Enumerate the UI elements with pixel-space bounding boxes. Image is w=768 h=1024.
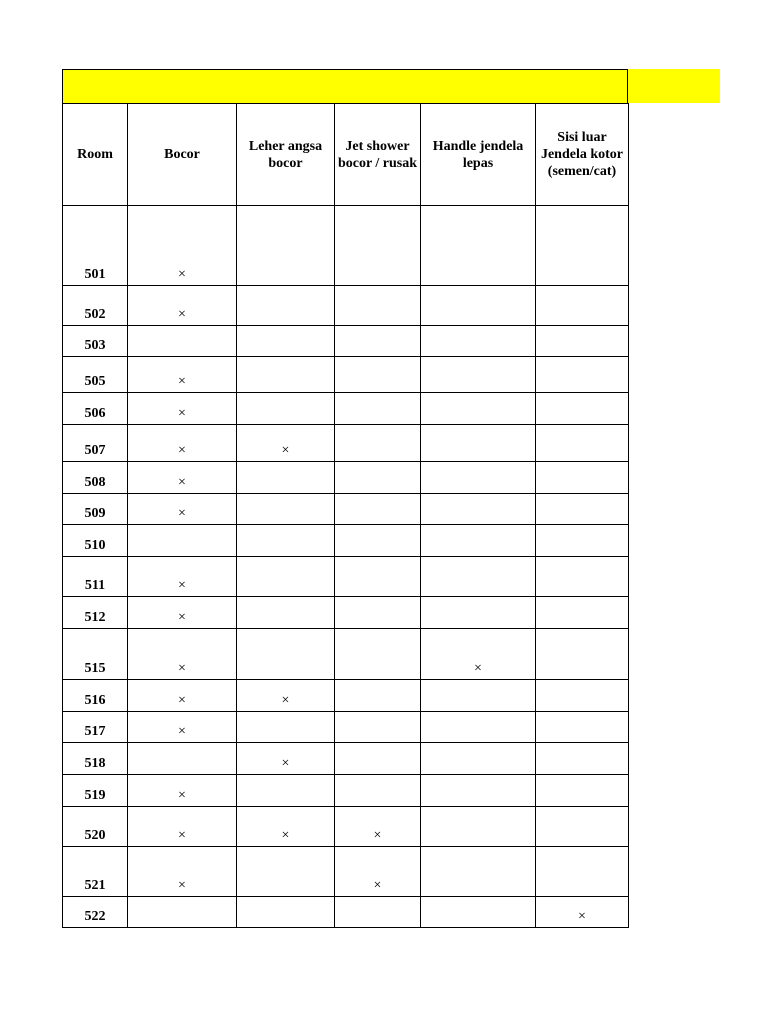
table-row [63,206,629,286]
defect-mark-cell[interactable]: × [237,680,335,712]
table-row [63,807,629,847]
room-number-cell[interactable]: 503 [63,326,128,357]
room-number-cell[interactable]: 505 [63,357,128,393]
room-number-cell[interactable]: 515 [63,629,128,680]
defect-mark-cell[interactable]: × [128,425,237,462]
empty-cell[interactable] [536,680,629,712]
defect-mark-cell[interactable]: × [128,393,237,425]
table-row [63,393,629,425]
empty-cell[interactable] [421,357,536,393]
defect-mark-cell[interactable]: × [335,847,421,897]
empty-cell[interactable] [536,629,629,680]
empty-cell[interactable] [237,847,335,897]
room-number-cell[interactable]: 518 [63,743,128,775]
table-row [63,775,629,807]
table-row [63,743,629,775]
empty-cell[interactable] [421,680,536,712]
empty-cell[interactable] [237,494,335,525]
empty-cell[interactable] [335,425,421,462]
room-number-cell[interactable]: 519 [63,775,128,807]
empty-cell[interactable] [536,326,629,357]
empty-cell[interactable] [536,206,629,286]
room-number-cell[interactable]: 520 [63,807,128,847]
empty-cell[interactable] [421,206,536,286]
empty-cell[interactable] [421,462,536,494]
defect-mark-cell[interactable]: × [128,775,237,807]
empty-cell[interactable] [421,597,536,629]
room-number-cell[interactable]: 511 [63,557,128,597]
table-row [63,629,629,680]
table-body [63,206,629,928]
empty-cell[interactable] [335,462,421,494]
table-row [63,326,629,357]
room-number-cell[interactable]: 506 [63,393,128,425]
empty-cell[interactable] [237,393,335,425]
room-number-cell[interactable]: 522 [63,897,128,928]
table-row [63,357,629,393]
empty-cell[interactable] [421,525,536,557]
table-row [63,494,629,525]
empty-cell[interactable] [335,712,421,743]
table-row [63,897,629,928]
defect-mark-cell[interactable]: × [128,847,237,897]
empty-cell[interactable] [128,897,237,928]
empty-cell[interactable] [237,597,335,629]
table-row [63,425,629,462]
empty-cell[interactable] [335,897,421,928]
defect-mark-cell[interactable]: × [237,425,335,462]
empty-cell[interactable] [421,712,536,743]
empty-cell[interactable] [335,494,421,525]
room-number-cell[interactable]: 507 [63,425,128,462]
defect-mark-cell[interactable]: × [237,807,335,847]
empty-cell[interactable] [536,393,629,425]
empty-cell[interactable] [536,525,629,557]
empty-cell[interactable] [335,206,421,286]
empty-cell[interactable] [536,775,629,807]
empty-cell[interactable] [335,629,421,680]
defect-mark-cell[interactable]: × [335,807,421,847]
empty-cell[interactable] [421,425,536,462]
defect-mark-cell[interactable]: × [128,286,237,326]
defect-mark-cell[interactable]: × [128,712,237,743]
empty-cell[interactable] [421,326,536,357]
empty-cell[interactable] [536,557,629,597]
empty-cell[interactable] [536,847,629,897]
empty-cell[interactable] [421,775,536,807]
column-header-bocor: Bocor [128,104,237,206]
column-header-leher-angsa: Leher angsa bocor [237,104,335,206]
room-number-cell[interactable]: 512 [63,597,128,629]
table-row [63,462,629,494]
empty-cell[interactable] [421,897,536,928]
empty-cell[interactable] [421,393,536,425]
room-number-cell[interactable]: 516 [63,680,128,712]
empty-cell[interactable] [536,712,629,743]
table-row [63,680,629,712]
empty-cell[interactable] [536,425,629,462]
table-row [63,712,629,743]
empty-cell[interactable] [237,206,335,286]
room-number-cell[interactable]: 509 [63,494,128,525]
empty-cell[interactable] [536,597,629,629]
empty-cell[interactable] [536,357,629,393]
table-row [63,597,629,629]
room-number-cell[interactable]: 501 [63,206,128,286]
defect-mark-cell[interactable]: × [128,597,237,629]
empty-cell[interactable] [421,743,536,775]
empty-cell[interactable] [237,357,335,393]
empty-cell[interactable] [536,462,629,494]
empty-cell[interactable] [237,525,335,557]
defect-mark-cell[interactable]: × [128,462,237,494]
room-number-cell[interactable]: 521 [63,847,128,897]
empty-cell[interactable] [335,326,421,357]
defect-mark-cell[interactable]: × [128,680,237,712]
column-header-jet-shower: Jet shower bocor / rusak [335,104,421,206]
defect-mark-cell[interactable]: × [128,557,237,597]
table-row [63,557,629,597]
empty-cell[interactable] [237,712,335,743]
defect-mark-cell[interactable]: × [128,494,237,525]
empty-cell[interactable] [237,286,335,326]
empty-cell[interactable] [536,494,629,525]
empty-cell[interactable] [335,393,421,425]
room-number-cell[interactable]: 510 [63,525,128,557]
empty-cell[interactable] [421,494,536,525]
header-row [63,104,629,206]
empty-cell[interactable] [536,286,629,326]
empty-cell[interactable] [128,743,237,775]
room-number-cell[interactable]: 508 [63,462,128,494]
empty-cell[interactable] [237,775,335,807]
defect-mark-cell[interactable]: × [128,357,237,393]
empty-cell[interactable] [128,326,237,357]
empty-cell[interactable] [335,743,421,775]
column-header-sisi-luar-jendela: Sisi luar Jendela kotor (semen/cat) [536,104,629,206]
empty-cell[interactable] [421,847,536,897]
empty-cell[interactable] [335,557,421,597]
header-band-border [62,69,628,103]
table-row [63,286,629,326]
table-row [63,847,629,897]
defect-mark-cell[interactable]: × [237,743,335,775]
room-number-cell[interactable]: 502 [63,286,128,326]
column-header-room: Room [63,104,128,206]
empty-cell[interactable] [128,525,237,557]
defect-mark-cell[interactable]: × [421,629,536,680]
empty-cell[interactable] [421,557,536,597]
empty-cell[interactable] [335,680,421,712]
empty-cell[interactable] [335,357,421,393]
defect-mark-cell[interactable]: × [128,807,237,847]
empty-cell[interactable] [536,807,629,847]
empty-cell[interactable] [421,286,536,326]
empty-cell[interactable] [421,807,536,847]
empty-cell[interactable] [237,629,335,680]
empty-cell[interactable] [237,897,335,928]
defect-mark-cell[interactable]: × [128,629,237,680]
column-header-handle-jendela: Handle jendela lepas [421,104,536,206]
empty-cell[interactable] [237,326,335,357]
empty-cell[interactable] [536,743,629,775]
empty-cell[interactable] [335,597,421,629]
inspection-table [62,103,629,928]
empty-cell[interactable] [237,557,335,597]
empty-cell[interactable] [335,286,421,326]
table-row [63,525,629,557]
defect-mark-cell[interactable]: × [128,206,237,286]
empty-cell[interactable] [335,525,421,557]
empty-cell[interactable] [237,462,335,494]
empty-cell[interactable] [335,775,421,807]
defect-mark-cell[interactable]: × [536,897,629,928]
room-number-cell[interactable]: 517 [63,712,128,743]
